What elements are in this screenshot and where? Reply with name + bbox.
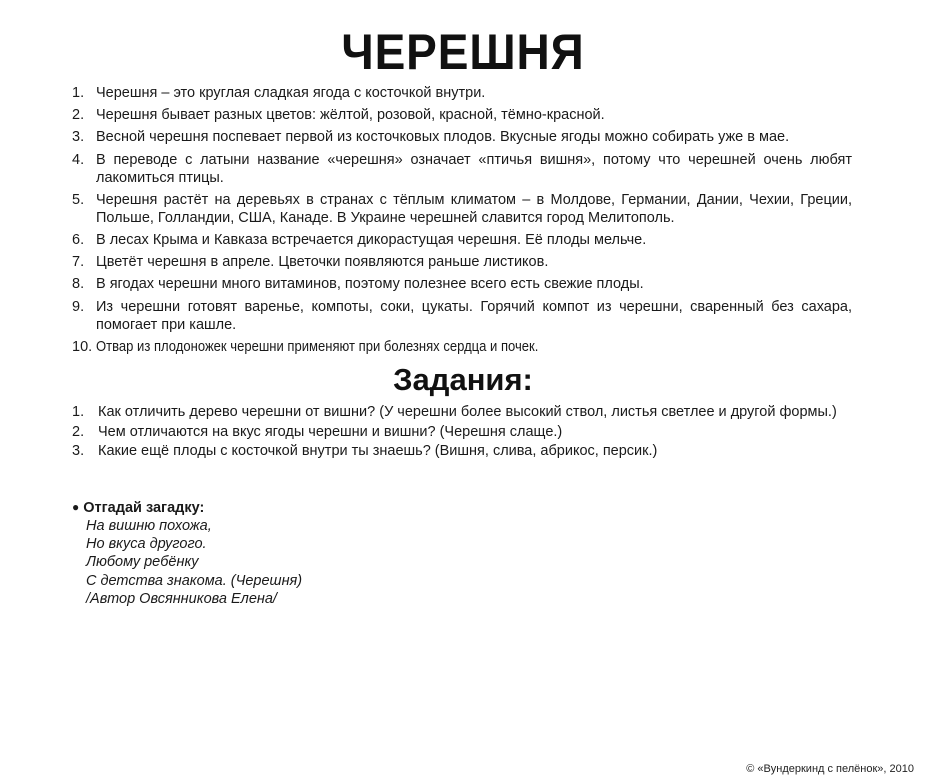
task-text: Чем отличаются на вкус ягоды черешни и вишни? (Черешня слаще.) xyxy=(98,423,563,440)
fact-text: Весной черешня поспевает первой из косточковых плодов. Вкусные ягоды можно собирать уже в мае. xyxy=(96,129,790,146)
fact-item xyxy=(72,84,852,102)
task-item xyxy=(72,423,854,441)
fact-text: Черешня растёт на деревьях в странах с тёплым климатом – в Молдове, Германии, Дании, Чехии, Греции, Польше, Голландии, США, Канаде. В Украине черешней славится город Мелитополь. xyxy=(96,191,852,226)
task-number: 1. xyxy=(72,404,85,420)
fact-text: Из черешни готовят варенье, компоты, соки, цукаты. Горячий компот из черешни, сваренный без сахара, помогает при кашле. xyxy=(96,298,852,333)
task-number: 2. xyxy=(72,423,85,440)
fact-number: 6. xyxy=(72,231,85,248)
riddle-heading-row xyxy=(72,498,302,517)
fact-number: 7. xyxy=(72,254,85,271)
task-item xyxy=(72,442,854,460)
fact-item xyxy=(72,275,852,293)
fact-text: Черешня – это круглая сладкая ягода с косточкой внутри. xyxy=(96,85,486,101)
fact-number: 2. xyxy=(72,107,85,124)
tasks-list xyxy=(72,403,854,462)
fact-item xyxy=(72,298,852,334)
riddle-line: С детства знакома. (Черешня) xyxy=(86,572,303,589)
fact-text: Цветёт черешня в апреле. Цветочки появляются раньше листиков. xyxy=(96,254,549,271)
facts-list xyxy=(72,84,852,360)
task-item xyxy=(72,403,854,421)
fact-number: 10. xyxy=(72,338,93,355)
fact-number: 1. xyxy=(72,85,85,101)
task-text: Как отличить дерево черешни от вишни? (У черешни более высокий ствол, листья светлее и другой формы.) xyxy=(98,404,837,420)
fact-text: Отвар из плодоножек черешни применяют при болезнях сердца и почек. xyxy=(96,338,539,355)
fact-number: 3. xyxy=(72,129,85,146)
page-title: ЧЕРЕШНЯ xyxy=(341,24,585,80)
fact-text: В лесах Крыма и Кавказа встречается дикорастущая черешня. Её плоды мельче. xyxy=(96,231,647,248)
fact-text: Черешня бывает разных цветов: жёлтой, розовой, красной, тёмно-красной. xyxy=(96,107,605,124)
tasks-heading: Задания: xyxy=(393,362,533,397)
riddle-block xyxy=(72,498,302,608)
bullet-icon: ● xyxy=(72,500,80,514)
fact-item xyxy=(72,128,852,146)
copyright-footer: © «Вундеркинд с пелёнок», 2010 xyxy=(746,763,914,775)
task-number: 3. xyxy=(72,443,85,459)
fact-item xyxy=(72,191,852,227)
fact-number: 9. xyxy=(72,298,85,315)
riddle-heading: Отгадай загадку: xyxy=(83,500,205,516)
fact-text: В переводе с латыни название «черешня» означает «птичья вишня», потому что черешней очень любят лакомиться птицы. xyxy=(96,151,852,186)
fact-item xyxy=(72,231,852,249)
fact-number: 5. xyxy=(72,191,85,208)
fact-item xyxy=(72,338,852,356)
fact-item xyxy=(72,106,852,124)
fact-item xyxy=(72,151,852,187)
riddle-author: /Автор Овсянникова Елена/ xyxy=(86,590,277,607)
fact-item xyxy=(72,253,852,271)
fact-text: В ягодах черешни много витаминов, поэтому полезнее всего есть свежие плоды. xyxy=(96,276,644,293)
riddle-line: Но вкуса другого. xyxy=(86,536,207,553)
fact-number: 8. xyxy=(72,276,85,293)
riddle-line: Любому ребёнку xyxy=(86,554,199,571)
riddle-line: На вишню похожа, xyxy=(86,518,212,534)
riddle-lines xyxy=(72,517,302,608)
fact-number: 4. xyxy=(72,151,85,168)
task-text: Какие ещё плоды с косточкой внутри ты знаешь? (Вишня, слива, абрикос, персик.) xyxy=(98,443,658,459)
